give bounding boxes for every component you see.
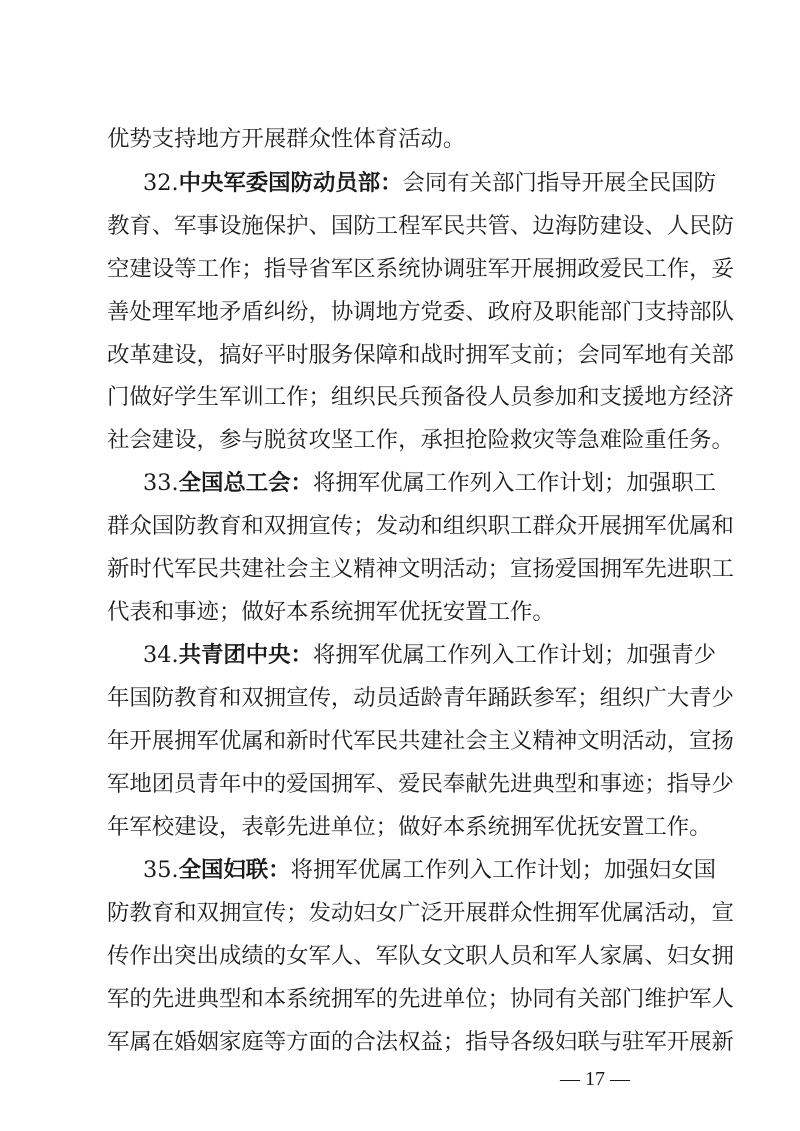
- paragraph-line: 社会建设，参与脱贫攻坚工作，承担抢险救灾等急难险重任务。: [107, 427, 734, 453]
- paragraph-line: 年军校建设，表彰先进单位；做好本系统拥军优抚安置工作。: [107, 814, 712, 840]
- paragraph-line: 军的先进典型和本系统拥军的先进单位；协同有关部门维护军人: [107, 986, 734, 1012]
- clause-heading: 全国总工会：: [178, 470, 313, 496]
- clause-number: 33.: [143, 470, 179, 496]
- clause-32-first-line: [143, 168, 716, 198]
- paragraph-line: 空建设等工作；指导省军区系统协调驻军开展拥政爱民工作，妥: [107, 256, 734, 282]
- clause-33-first-line: [143, 468, 716, 498]
- clause-text: 会同有关部门指导开展全民国防: [402, 170, 716, 196]
- paragraph-line: 新时代军民共建社会主义精神文明活动；宣扬爱国拥军先进职工: [107, 556, 734, 582]
- paragraph-line: 善处理军地矛盾纠纷，协调地方党委、政府及职能部门支持部队: [107, 299, 734, 325]
- paragraph-line: 防教育和双拥宣传；发动妇女广泛开展群众性拥军优属活动，宣: [107, 900, 734, 926]
- page-number: — 17 —: [560, 1068, 630, 1090]
- paragraph-line: 改革建设，搞好平时服务保障和战时拥军支前；会同军地有关部: [107, 342, 734, 368]
- clause-35-first-line: [143, 855, 716, 885]
- paragraph-line: 年开展拥军优属和新时代军民共建社会主义精神文明活动，宣扬: [107, 728, 734, 754]
- paragraph-line: 群众国防教育和双拥宣传；发动和组织职工群众开展拥军优属和: [107, 513, 734, 539]
- clause-number: 32.: [143, 170, 179, 196]
- paragraph-line: 代表和事迹；做好本系统拥军优抚安置工作。: [107, 599, 555, 625]
- clause-heading: 共青团中央：: [178, 642, 313, 668]
- clause-text: 将拥军优属工作列入工作计划；加强妇女国: [290, 857, 716, 883]
- clause-heading: 中央军委国防动员部：: [178, 170, 403, 196]
- paragraph-line: 年国防教育和双拥宣传，动员适龄青年踊跃参军；组织广大青少: [107, 685, 734, 711]
- paragraph-line: 军地团员青年中的爱国拥军、爱民奉献先进典型和事迹；指导少: [107, 771, 734, 797]
- clause-number: 35.: [143, 857, 179, 883]
- paragraph-line: 优势支持地方开展群众性体育活动。: [107, 126, 466, 152]
- clause-text: 将拥军优属工作列入工作计划；加强职工: [312, 470, 716, 496]
- clause-34-first-line: [143, 640, 716, 670]
- clause-text: 将拥军优属工作列入工作计划；加强青少: [312, 642, 716, 668]
- paragraph-line: 教育、军事设施保护、国防工程军民共管、边海防建设、人民防: [107, 213, 734, 239]
- clause-number: 34.: [143, 642, 179, 668]
- clause-heading: 全国妇联：: [178, 857, 291, 883]
- paragraph-line: 门做好学生军训工作；组织民兵预备役人员参加和支援地方经济: [107, 384, 734, 410]
- paragraph-line: 传作出突出成绩的女军人、军队女文职人员和军人家属、妇女拥: [107, 943, 734, 969]
- paragraph-line: 军属在婚姻家庭等方面的合法权益；指导各级妇联与驻军开展新: [107, 1029, 734, 1055]
